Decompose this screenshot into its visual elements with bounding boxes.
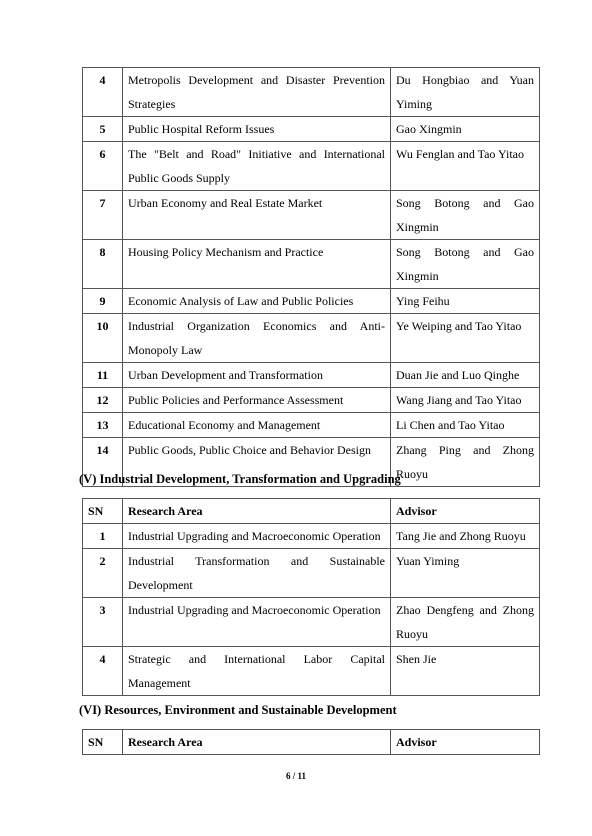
research-area-cell: Educational Economy and Management xyxy=(123,413,391,438)
advisor-cell: Ying Feihu xyxy=(391,289,540,314)
advisor-cell: Zhao Dengfeng and Zhong Ruoyu xyxy=(391,598,540,647)
table-row xyxy=(83,142,540,191)
advisor-cell: Yuan Yiming xyxy=(391,549,540,598)
table-row xyxy=(83,289,540,314)
sn-cell: 12 xyxy=(83,388,123,413)
advisor-cell: Song Botong and Gao Xingmin xyxy=(391,240,540,289)
sn-cell: 11 xyxy=(83,363,123,388)
advisor-cell: Song Botong and Gao Xingmin xyxy=(391,191,540,240)
research-area-cell: Industrial Transformation and Sustainable Development xyxy=(123,549,391,598)
table-row xyxy=(83,240,540,289)
table-row xyxy=(83,413,540,438)
advisor-cell: Du Hongbiao and Yuan Yiming xyxy=(391,68,540,117)
sn-cell: 13 xyxy=(83,413,123,438)
sn-cell: 14 xyxy=(83,438,123,487)
table-row xyxy=(83,191,540,240)
table-header-row xyxy=(83,730,540,755)
research-area-cell: Industrial Upgrading and Macroeconomic Operation xyxy=(123,524,391,549)
table-row xyxy=(83,68,540,117)
research-area-cell: Metropolis Development and Disaster Prevention Strategies xyxy=(123,68,391,117)
advisor-cell: Ye Weiping and Tao Yitao xyxy=(391,314,540,363)
advisor-cell: Wu Fenglan and Tao Yitao xyxy=(391,142,540,191)
table-header-row xyxy=(83,499,540,524)
table-row xyxy=(83,314,540,363)
table-row xyxy=(83,363,540,388)
table-row xyxy=(83,117,540,142)
section-heading-industrial-development: (V) Industrial Development, Transformation and Upgrading xyxy=(79,472,401,486)
research-area-cell: Housing Policy Mechanism and Practice xyxy=(123,240,391,289)
research-area-cell: Industrial Upgrading and Macroeconomic Operation xyxy=(123,598,391,647)
research-area-cell: Public Hospital Reform Issues xyxy=(123,117,391,142)
research-area-cell: Economic Analysis of Law and Public Policies xyxy=(123,289,391,314)
research-area-cell: Strategic and International Labor Capital Management xyxy=(123,647,391,696)
table-row xyxy=(83,549,540,598)
sn-cell: 7 xyxy=(83,191,123,240)
sn-cell: 4 xyxy=(83,68,123,117)
advisor-cell: Zhang Ping and Zhong Ruoyu xyxy=(391,438,540,487)
advisor-cell: Wang Jiang and Tao Yitao xyxy=(391,388,540,413)
research-area-cell: Public Policies and Performance Assessment xyxy=(123,388,391,413)
industrial-development-table xyxy=(82,498,540,696)
advisor-cell: Gao Xingmin xyxy=(391,117,540,142)
sn-cell: 6 xyxy=(83,142,123,191)
resources-environment-table xyxy=(82,729,540,755)
advisor-cell: Tang Jie and Zhong Ruoyu xyxy=(391,524,540,549)
advisor-header: Advisor xyxy=(391,730,540,755)
sn-cell: 4 xyxy=(83,647,123,696)
sn-cell: 9 xyxy=(83,289,123,314)
research-area-cell: The "Belt and Road" Initiative and International Public Goods Supply xyxy=(123,142,391,191)
table-row xyxy=(83,598,540,647)
sn-cell: 10 xyxy=(83,314,123,363)
research-area-cell: Urban Development and Transformation xyxy=(123,363,391,388)
advisor-cell: Shen Jie xyxy=(391,647,540,696)
research-area-header: Research Area xyxy=(123,499,391,524)
sn-header: SN xyxy=(83,730,123,755)
advisor-header: Advisor xyxy=(391,499,540,524)
research-area-cell: Industrial Organization Economics and Anti-Monopoly Law xyxy=(123,314,391,363)
sn-cell: 2 xyxy=(83,549,123,598)
advisor-cell: Duan Jie and Luo Qinghe xyxy=(391,363,540,388)
table-row xyxy=(83,524,540,549)
research-areas-table-continued xyxy=(82,67,540,487)
sn-cell: 3 xyxy=(83,598,123,647)
advisor-cell: Li Chen and Tao Yitao xyxy=(391,413,540,438)
sn-cell: 1 xyxy=(83,524,123,549)
research-area-cell: Public Goods, Public Choice and Behavior Design xyxy=(123,438,391,487)
page-number: 6 / 11 xyxy=(285,771,306,781)
section-heading-resources-environment: (VI) Resources, Environment and Sustainable Development xyxy=(79,703,397,717)
research-area-header: Research Area xyxy=(123,730,391,755)
table-row xyxy=(83,388,540,413)
sn-cell: 5 xyxy=(83,117,123,142)
sn-cell: 8 xyxy=(83,240,123,289)
research-area-cell: Urban Economy and Real Estate Market xyxy=(123,191,391,240)
sn-header: SN xyxy=(83,499,123,524)
table-row xyxy=(83,647,540,696)
